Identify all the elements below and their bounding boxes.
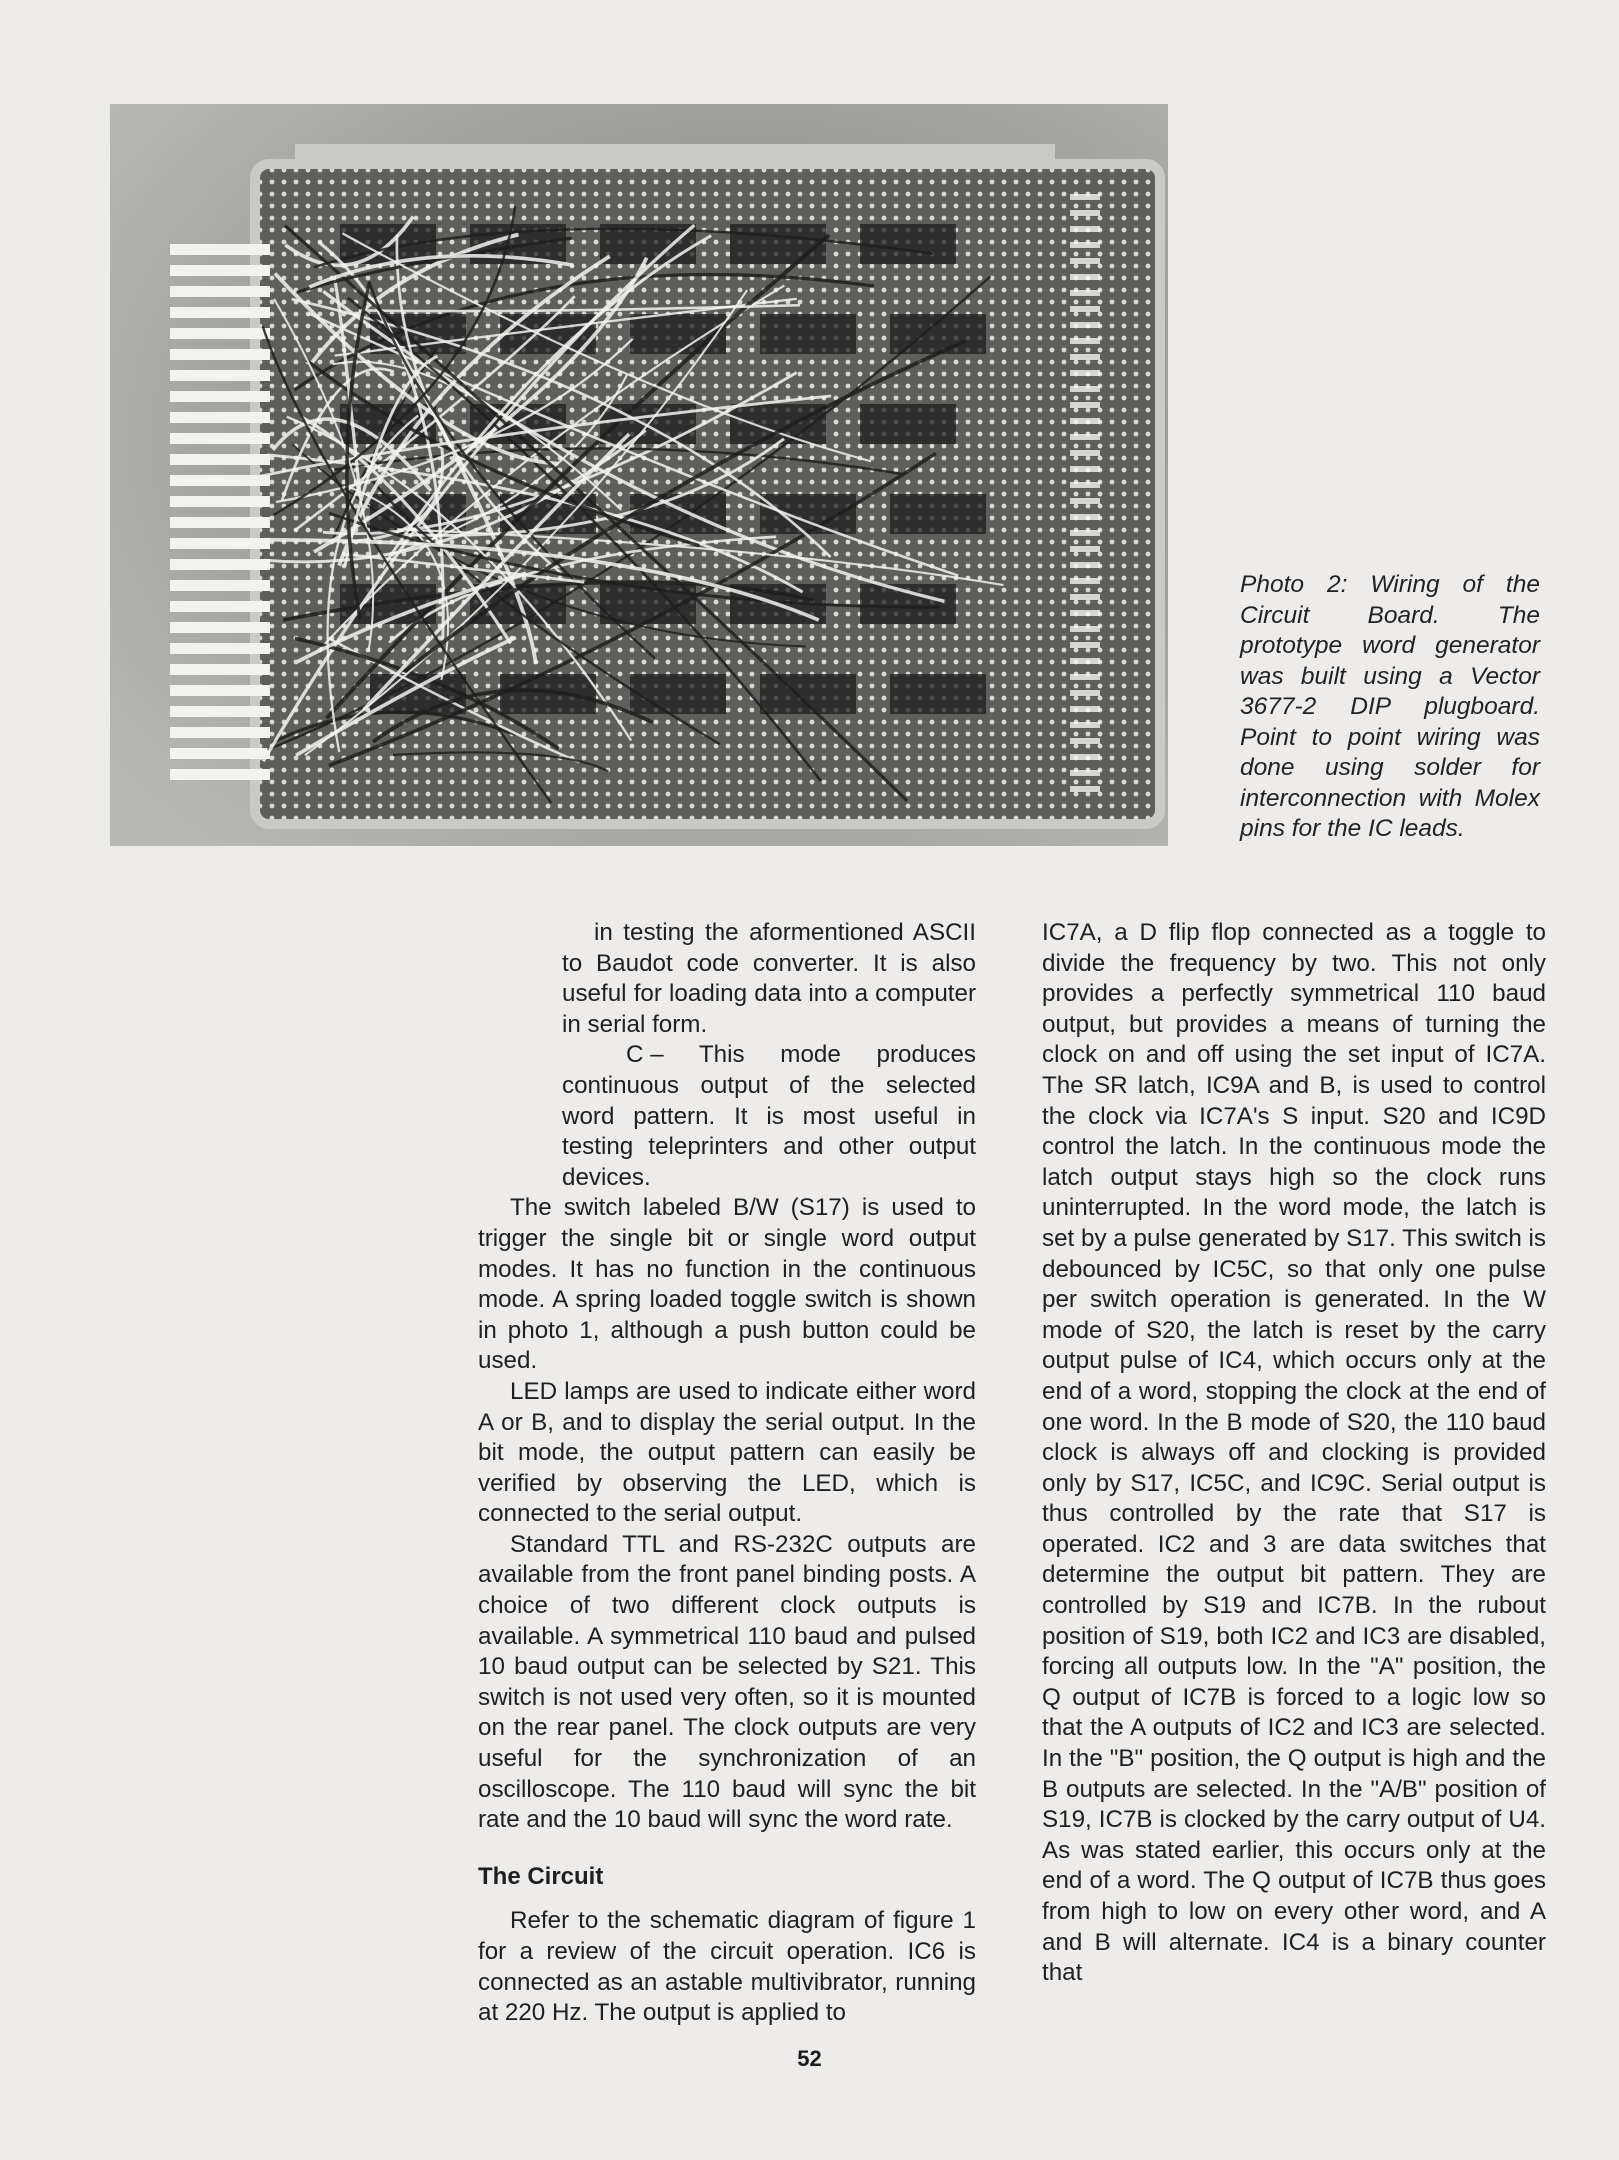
ic-chip — [760, 314, 856, 354]
circuit-board-photo — [110, 104, 1168, 846]
board-top-strip — [295, 144, 1055, 166]
edge-finger — [170, 412, 270, 423]
ic-chip — [860, 404, 956, 444]
pad-strip — [1070, 514, 1100, 520]
pad-strip — [1070, 402, 1100, 408]
pad-strip — [1070, 226, 1100, 232]
left-column — [478, 918, 976, 2029]
edge-finger — [170, 727, 270, 738]
ic-chip — [630, 314, 726, 354]
mode-c-letter: C – — [626, 1041, 664, 1069]
pad-strip — [1070, 658, 1100, 664]
edge-finger — [170, 307, 270, 318]
edge-finger — [170, 349, 270, 360]
mode-c-item — [478, 1040, 976, 1193]
edge-finger — [170, 664, 270, 675]
circuit-board-drawing — [110, 104, 1168, 846]
edge-finger — [170, 748, 270, 759]
paragraph-led-lamps: LED lamps are used to indicate either word A or B, and to display the serial output. In the bit mode, the output pattern can easily be verified by observing the LED, which is connected to the serial output. — [478, 1377, 976, 1528]
pad-strip — [1070, 242, 1100, 248]
ic-chip — [860, 584, 956, 624]
pad-strip — [1070, 706, 1100, 712]
mode-c-text: This mode produces continuous output of the selected word pattern. It is most useful in testing teleprinters and other output devices. — [562, 1041, 976, 1191]
pad-strip — [1070, 530, 1100, 536]
edge-finger — [170, 370, 270, 381]
ic-chip — [500, 674, 596, 714]
edge-finger — [170, 391, 270, 402]
edge-finger — [170, 496, 270, 507]
pad-strip — [1070, 306, 1100, 312]
pad-strip — [1070, 466, 1100, 472]
ic-chip — [860, 224, 956, 264]
photo-caption — [1240, 570, 1540, 845]
edge-finger — [170, 559, 270, 570]
pad-strip — [1070, 770, 1100, 776]
pad-strip — [1070, 738, 1100, 744]
edge-finger — [170, 622, 270, 633]
ic-chip — [730, 224, 826, 264]
pad-strip — [1070, 610, 1100, 616]
edge-finger — [170, 685, 270, 696]
ic-chip — [890, 494, 986, 534]
paragraph-circuit-intro: Refer to the schematic diagram of figure 1 for a review of the circuit operation. IC6 is connected as an astable multivibrator, running at 220 Hz. The output is applied to — [478, 1907, 976, 2027]
pad-strip — [1070, 338, 1100, 344]
pad-strip — [1070, 194, 1100, 200]
pad-strip — [1070, 674, 1100, 680]
edge-finger — [170, 475, 270, 486]
paragraph-switch-bw: The switch labeled B/W (S17) is used to trigger the single bit or single word output modes. It has no function in the continuous mode. A spring loaded toggle switch is shown in photo 1, although a push button could be used. — [478, 1194, 976, 1375]
edge-finger — [170, 433, 270, 444]
edge-finger — [170, 538, 270, 549]
pad-strip — [1070, 498, 1100, 504]
edge-finger — [170, 769, 270, 780]
mode-b-continuation: in testing the aformentioned ASCII to Baudot code converter. It is also useful for loading data into a computer in serial form. — [562, 919, 976, 1038]
edge-finger — [170, 328, 270, 339]
pad-strip — [1070, 546, 1100, 552]
pad-strip — [1070, 354, 1100, 360]
pad-strip — [1070, 594, 1100, 600]
page-number: 52 — [797, 2046, 822, 2071]
pad-strip — [1070, 754, 1100, 760]
pad-strip — [1070, 642, 1100, 648]
ic-chip — [630, 674, 726, 714]
caption-text: Photo 2: Wiring of the Circuit Board. The prototype word generator was built using a Vector 3677-2 DIP plugboard. Point to point wiring was done using solder for interconnection with Molex pins for the IC leads. — [1240, 571, 1540, 842]
edge-finger — [170, 580, 270, 591]
pad-strip — [1070, 482, 1100, 488]
pad-strip — [1070, 626, 1100, 632]
pad-strip — [1070, 722, 1100, 728]
edge-finger — [170, 643, 270, 654]
ic-chip — [890, 674, 986, 714]
pad-strip — [1070, 322, 1100, 328]
edge-finger — [170, 517, 270, 528]
edge-finger — [170, 265, 270, 276]
pad-strip — [1070, 786, 1100, 792]
paragraph-circuit-operation: IC7A, a D flip flop connected as a toggle to divide the frequency by two. This not only provides a perfectly symmetrical 110 baud output, but provides a means of turning the clock on and off using the set input of IC7A. The SR latch, IC9A and B, is used to control the clock via IC7A's S input. S20 and IC9D control the latch. In the continuous mode the latch output stays high so the clock runs uninterrupted. In the word mode, the latch is set by a pulse generated by S17. This switch is debounced by IC5C, so that only one pulse per switch operation is generated. In the W mode of S20, the latch is reset by the carry output pulse of IC4, which occurs only at the end of a word, stopping the clock at the end of one word. In the B mode of S20, the 110 baud clock is always off and clocking is provided only by S17, IC5C, and IC9C. Serial output is thus controlled by the rate that S17 is operated. IC2 and 3 are data switches that determine the output bit pattern. They are controlled by S19 and IC7B. In the rubout position of S19, both IC2 and IC3 are disabled, forcing all outputs low. In the "A" position, the Q output of IC7B is forced to a logic low so that the A outputs of IC2 and IC3 are selected. In the "B" position, the Q output is high and the B outputs are selected. In the "A/B" position of S19, IC7B is clocked by the carry output of U4. As was stated earlier, this occurs only at the end of a word. The Q output of IC7B thus goes from high to low on every other word, and A and B will alternate. IC4 is a binary counter that — [1042, 919, 1546, 1987]
pad-strip — [1070, 258, 1100, 264]
pad-strip — [1070, 274, 1100, 280]
pad-strip — [1070, 578, 1100, 584]
pad-strip — [1070, 370, 1100, 376]
pad-strip — [1070, 562, 1100, 568]
right-column — [1042, 918, 1546, 1989]
pad-strip — [1070, 210, 1100, 216]
pad-strip — [1070, 290, 1100, 296]
edge-finger — [170, 706, 270, 717]
ic-chip — [760, 674, 856, 714]
pad-strip — [1070, 450, 1100, 456]
edge-finger — [170, 454, 270, 465]
pad-strip — [1070, 434, 1100, 440]
paragraph-outputs: Standard TTL and RS-232C outputs are available from the front panel binding posts. A choice of two different clock outputs is available. A symmetrical 110 baud and pulsed 10 baud output can be selected by S21. This switch is not used very often, so it is mounted on the rear panel. The clock outputs are very useful for the synchronization of an oscilloscope. The 110 baud will sync the bit rate and the 10 baud will sync the word rate. — [478, 1530, 976, 1834]
pad-strip — [1070, 418, 1100, 424]
edge-finger — [170, 601, 270, 612]
ic-chip — [890, 314, 986, 354]
pad-strip — [1070, 386, 1100, 392]
edge-finger — [170, 244, 270, 255]
edge-finger — [170, 286, 270, 297]
pad-strip — [1070, 690, 1100, 696]
section-heading: The Circuit — [478, 1862, 604, 1890]
